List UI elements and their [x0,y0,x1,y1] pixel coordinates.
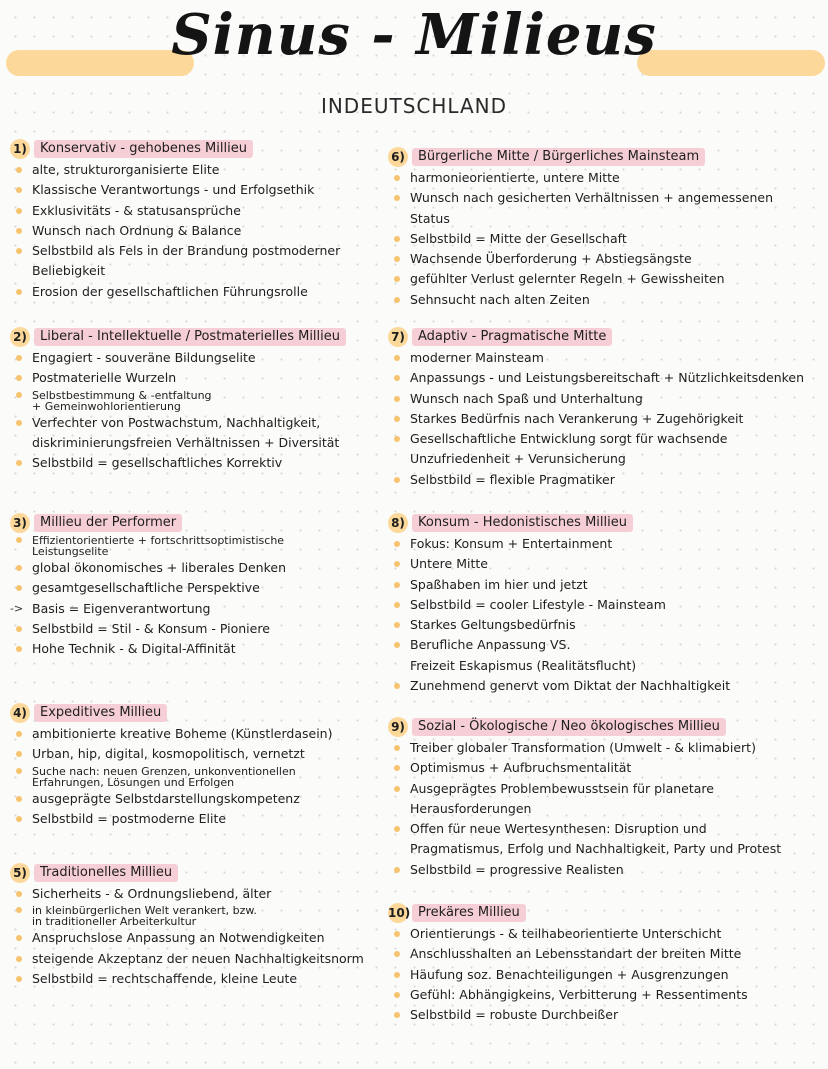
list-item [388,758,824,778]
list-item [10,619,385,639]
list-item-text: Gefühl: Abhängigkeins, Verbitterung + Ressentiments [410,986,748,1002]
section-heading [388,146,824,168]
list-item [388,429,824,470]
bullet-list [388,738,824,880]
list-item-text: gesamtgesellschaftliche Perspektive [32,580,260,596]
section-number: 3) [10,513,30,533]
section-number: 6) [388,147,408,167]
list-item [388,290,824,310]
list-item [10,160,385,180]
section-title: Millieu der Performer [34,514,182,532]
section-title: Konsum - Hedonistisches Millieu [412,514,633,532]
list-item-text: Sicherheits - & Ordnungsliebend, älter [32,886,272,901]
list-item [388,348,824,368]
bullet-list [10,884,385,989]
section-title: Expeditives Millieu [34,704,167,722]
section-number: 1) [10,139,30,159]
page-title: Sinus - Milieus [171,2,657,68]
list-item [10,413,385,454]
list-item-text: Urban, hip, digital, kosmopolitisch, vernetzt [32,746,305,762]
list-item-text: Pragmatismus, Erfolg und Nachhaltigkeit, Party und Protest [410,841,782,857]
list-item [10,201,385,221]
list-item-text: Wunsch nach Ordnung & Balance [32,222,242,238]
list-item-text: Selbstbild = robuste Durchbeißer [410,1007,619,1023]
list-item-text: Sehnsucht nach alten Zeiten [410,291,590,307]
section-prekaeres [388,902,824,1025]
list-item-text: Selbstbild = Stil - & Konsum - Pioniere [32,620,270,636]
section-adaptiv-pragmatische [388,326,824,490]
list-item-text: Zunehmend genervt vom Diktat der Nachhaltigkeit [410,678,731,694]
list-item [10,724,385,744]
list-item-text: Selbstbild = postmoderne Elite [32,810,227,826]
bullet-list [388,924,824,1025]
list-item-text: in traditioneller Arbeiterkultur [32,915,197,929]
list-item [388,534,824,554]
section-expeditives [10,702,385,829]
list-item [388,635,824,676]
bullet-list [10,160,385,302]
section-number: 7) [388,327,408,347]
list-item [388,389,824,409]
section-konservativ-gehobenes [10,138,385,302]
list-item-text: harmonieorientierte, untere Mitte [410,170,620,185]
list-item [388,779,824,820]
section-number: 10) [388,903,408,923]
list-item [10,949,385,969]
list-item-text: Selbstbestimmung & -entfaltung [32,388,212,402]
list-item [10,599,385,619]
list-item-text: Berufliche Anpassung VS. [410,637,571,653]
section-number: 2) [10,327,30,347]
list-item [388,554,824,574]
list-item [10,789,385,809]
section-title: Liberal - Intellektuelle / Postmaterielles Millieu [34,328,346,346]
section-number: 5) [10,863,30,883]
list-item [10,558,385,578]
list-item-text: Selbstbild = cooler Lifestyle - Mainsteam [410,596,666,612]
list-item-text: Häufung soz. Benachteiligungen + Ausgrenzungen [410,966,729,982]
list-item [10,241,385,282]
list-item [10,765,385,789]
list-item [388,188,824,229]
section-heading [10,702,385,724]
list-item-text: Engagiert - souveräne Bildungselite [32,350,256,365]
list-item-text: Selbstbild = Mitte der Gesellschaft [410,230,627,246]
bullet-list [10,534,385,659]
list-item-text: Ausgeprägtes Problembewusstsein für planetare [410,780,714,796]
section-heading [388,716,824,738]
bullet-list [10,348,385,473]
section-number: 4) [10,703,30,723]
bullet-list [10,724,385,829]
list-item [388,1005,824,1025]
list-item-text: gefühlter Verlust gelernter Regeln + Gewissheiten [410,271,725,287]
list-item [10,368,385,388]
list-item-text: Leistungselite [32,545,109,558]
list-item-text: Suche nach: neuen Grenzen, unkonventionellen [32,764,296,778]
list-item-text: Optimismus + Aufbruchsmentalität [410,760,632,776]
list-item [388,985,824,1005]
list-item [10,282,385,302]
list-item [388,229,824,249]
bullet-list [388,168,824,310]
list-item [10,453,385,473]
list-item-text: Klassische Verantwortungs - und Erfolgsethik [32,182,315,198]
list-item [388,575,824,595]
list-item-text: Wunsch nach Spaß und Unterhaltung [410,390,643,406]
section-heading [10,512,385,534]
list-item-text: Wunsch nach gesicherten Verhältnissen + angemessenen [410,190,774,206]
list-item [388,269,824,289]
list-item-text: Anschlusshalten an Lebensstandart der breiten Mitte [410,946,742,962]
list-item [388,168,824,188]
list-item-text: Freizeit Eskapismus (Realitätsflucht) [410,657,637,673]
list-item [10,809,385,829]
list-item [388,924,824,944]
page-subtitle: INDEUTSCHLAND [320,94,508,118]
list-item [10,969,385,989]
section-heading [10,138,385,160]
list-item-text: Untere Mitte [410,556,488,572]
list-item [10,221,385,241]
list-item-text: + Gemeinwohlorientierung [32,399,181,413]
list-item [388,738,824,758]
list-item-text: moderner Mainsteam [410,350,544,365]
list-item-text: Wachsende Überforderung + Abstiegsängste [410,251,692,267]
list-item-text: Selbstbild = rechtschaffende, kleine Leute [32,970,298,986]
section-heading [10,862,385,884]
list-item-text: Erfahrungen, Lösungen und Erfolgen [32,775,235,789]
section-heading [10,326,385,348]
section-heading [388,326,824,348]
list-item-text: global ökonomisches + liberales Denken [32,560,286,575]
list-item-text: Fokus: Konsum + Entertainment [410,536,613,551]
list-item-text: Offen für neue Wertesynthesen: Disruption und [410,821,707,837]
list-item [388,860,824,880]
list-item-text: Selbstbild = progressive Realisten [410,861,624,877]
list-item-text: alte, strukturorganisierte Elite [32,162,220,177]
bullet-list [388,534,824,696]
list-item-text: Hohe Technik - & Digital-Affinität [32,641,236,657]
list-item-text: ausgeprägte Selbstdarstellungskompetenz [32,790,300,806]
section-title: Prekäres Millieu [412,904,526,922]
list-item-text: Anspruchslose Anpassung an Notwendigkeiten [32,930,325,946]
list-item [388,676,824,696]
section-liberal-intellektuelle [10,326,385,473]
list-item-text: Herausforderungen [410,800,532,816]
list-item [10,884,385,904]
section-title: Traditionelles Millieu [34,864,178,882]
section-heading [388,512,824,534]
list-item-text: Selbstbild als Fels in der Brandung postmoderner [32,243,341,259]
list-item [10,578,385,598]
section-traditionelles [10,862,385,989]
list-item-text: Beliebigkeit [32,263,106,279]
list-item-text: Status [410,210,450,226]
list-item [10,180,385,200]
list-item [388,944,824,964]
list-item [10,389,385,413]
list-item [10,534,385,558]
list-item [388,249,824,269]
section-sozial-oekologische [388,716,824,880]
list-item-text: steigende Akzeptanz der neuen Nachhaltigkeitsnorm [32,950,364,966]
list-item [10,639,385,659]
list-item-text: Exklusivitäts - & statusansprüche [32,202,241,218]
section-title: Bürgerliche Mitte / Bürgerliches Mainsteam [412,148,705,166]
list-item-text: Selbstbild = gesellschaftliches Korrektiv [32,455,283,471]
list-item-text: Starkes Geltungsbedürfnis [410,617,576,633]
list-item-text: Verfechter von Postwachstum, Nachhaltigkeit, [32,414,321,430]
list-item-text: Selbstbild = flexible Pragmatiker [410,471,615,487]
list-item [10,348,385,368]
list-item [388,595,824,615]
list-item-text: in kleinbürgerlichen Welt verankert, bzw. [32,904,257,918]
list-item [388,819,824,860]
list-item-text: Treiber globaler Transformation (Umwelt - & klimabiert) [410,740,756,755]
list-item-text: Unzufriedenheit + Verunsicherung [410,451,626,467]
list-item-text: Orientierungs - & teilhabeorientierte Unterschicht [410,926,722,941]
section-konsum-hedonistisches [388,512,824,696]
list-item [388,965,824,985]
list-item [10,928,385,948]
section-number: 8) [388,513,408,533]
list-item-text: Starkes Bedürfnis nach Verankerung + Zugehörigkeit [410,410,744,426]
list-item [10,744,385,764]
list-item-text: Spaßhaben im hier und jetzt [410,576,588,592]
section-title: Sozial - Ökologische / Neo ökologisches Millieu [412,718,726,736]
list-item [388,615,824,635]
list-item-text: diskriminierungsfreien Verhältnissen + Diversität [32,434,340,450]
list-item-text: ambitionierte kreative Boheme (Künstlerdasein) [32,726,333,741]
section-number: 9) [388,717,408,737]
list-item [388,368,824,388]
list-item [388,409,824,429]
list-item [10,904,385,928]
list-item-text: Anpassungs - und Leistungsbereitschaft + Nützlichkeitsdenken [410,370,805,386]
list-item [388,470,824,490]
list-item-text: Gesellschaftliche Entwicklung sorgt für wachsende [410,431,728,447]
list-item-text: Effizientorientierte + fortschrittsoptimistische [32,534,285,547]
section-title: Konservativ - gehobenes Millieu [34,140,253,158]
list-item-text: Postmaterielle Wurzeln [32,370,177,386]
list-item-text: -> Basis = Eigenverantwortung [32,600,211,616]
list-item-text: Erosion der gesellschaftlichen Führungsrolle [32,283,308,299]
section-heading [388,902,824,924]
section-buergerliche-mitte [388,146,824,310]
section-title: Adaptiv - Pragmatische Mitte [412,328,612,346]
section-performer [10,512,385,659]
bullet-list [388,348,824,490]
